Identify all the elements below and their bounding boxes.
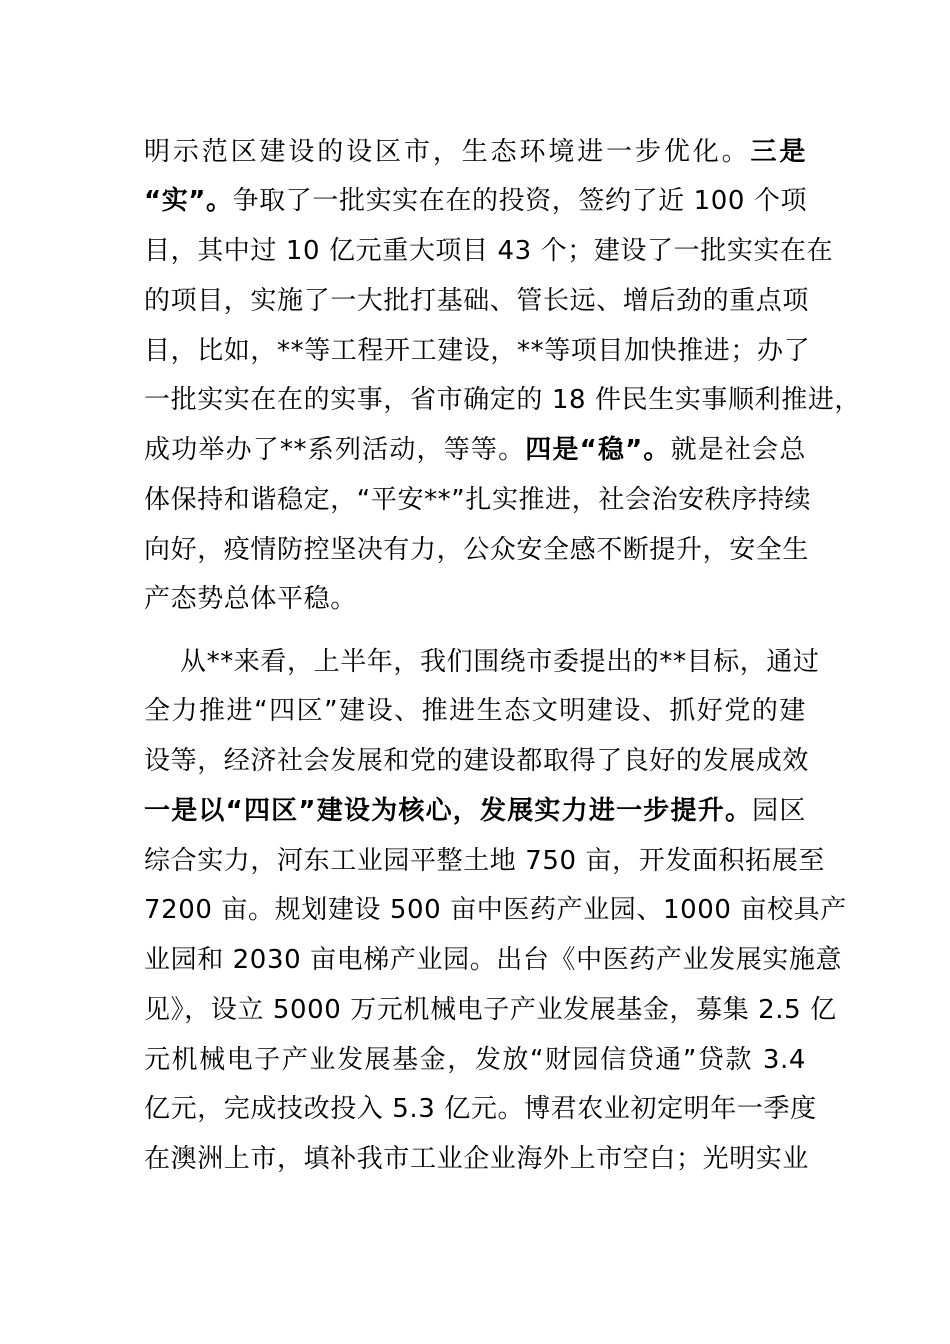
text-line: 体保持和谐稳定，“平安**”扎实推进，社会治安秩序持续 xyxy=(144,485,812,515)
text-line: 从**来看，上半年，我们围绕市委提出的**目标，通过 xyxy=(180,647,820,677)
text-line: 的项目，实施了一大批打基础、管长远、增后劲的重点项 xyxy=(144,286,810,316)
text-line: 见》，设立 5000 万元机械电子产业发展基金，募集 2.5 亿 xyxy=(144,995,837,1025)
text-line: “实”。争取了一批实实在在的投资，签约了近 100 个项 xyxy=(144,186,808,216)
text-line: 业园和 2030 亩电梯产业园。出台《中医药产业发展实施意 xyxy=(144,945,843,975)
text-line: 一是以“四区”建设为核心，发展实力进一步提升。园区 xyxy=(144,796,806,826)
text-line: 成功举办了**系列活动，等等。四是“稳”。就是社会总 xyxy=(144,435,806,465)
text-line: 明示范区建设的设区市，生态环境进一步优化。三是 xyxy=(144,137,806,167)
text-line: 7200 亩。规划建设 500 亩中医药产业园、1000 亩校具产 xyxy=(144,895,847,925)
text-line: 向好，疫情防控坚决有力，公众安全感不断提升，安全生 xyxy=(144,535,810,565)
text-line: 元机械电子产业发展基金，发放“财园信贷通”贷款 3.4 xyxy=(144,1045,806,1075)
text-line: 综合实力，河东工业园平整土地 750 亩，开发面积拓展至 xyxy=(144,846,825,876)
text-line: 设等，经济社会发展和党的建设都取得了良好的发展成效 xyxy=(144,746,810,776)
text-line: 全力推进“四区”建设、推进生态文明建设、抓好党的建 xyxy=(144,696,806,726)
text-line: 目，比如，**等工程开工建设，**等项目加快推进；办了 xyxy=(144,336,811,366)
text-line: 目，其中过 10 亿元重大项目 43 个；建设了一批实实在在 xyxy=(144,236,834,266)
text-line: 一批实实在在的实事，省市确定的 18 件民生实事顺利推进， xyxy=(144,385,862,415)
text-line: 在澳洲上市，填补我市工业企业海外上市空白；光明实业 xyxy=(144,1144,810,1174)
text-line: 亿元，完成技改投入 5.3 亿元。博君农业初定明年一季度 xyxy=(144,1094,817,1124)
text-line: 产态势总体平稳。 xyxy=(144,584,357,614)
